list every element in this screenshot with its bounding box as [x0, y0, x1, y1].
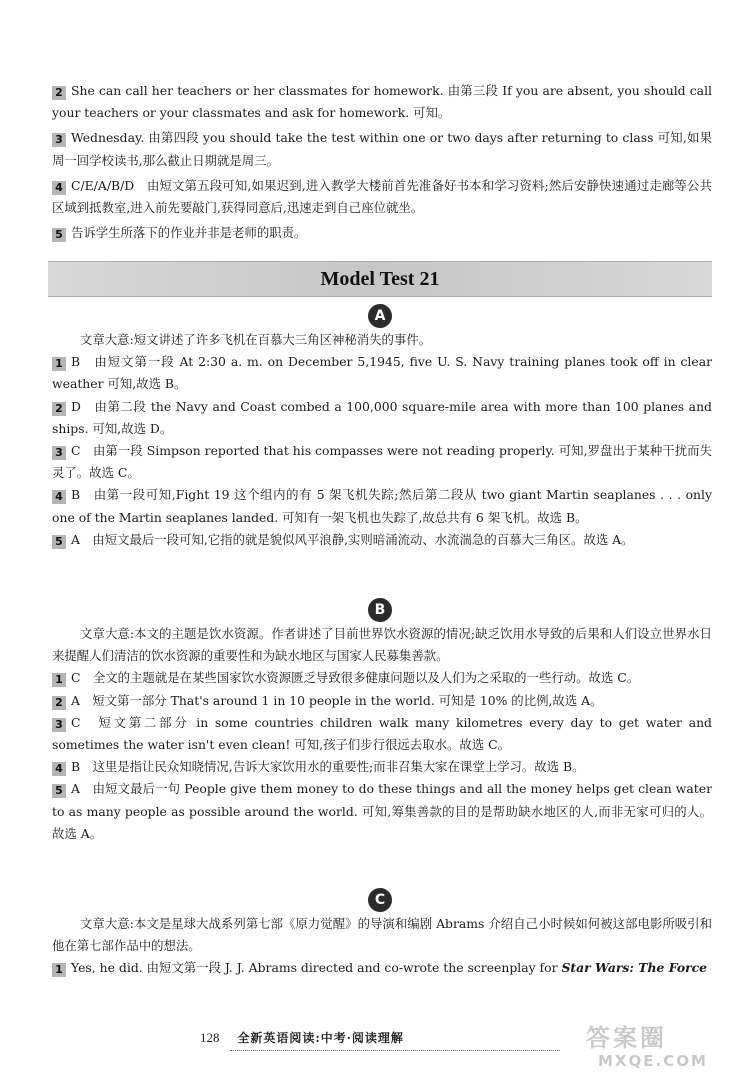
answer-item [52, 957, 712, 979]
answer-item [52, 756, 712, 778]
answer-number: 1 [52, 673, 66, 687]
section-c [52, 913, 712, 980]
answer-number: 2 [52, 696, 66, 710]
answer-item [52, 175, 712, 219]
answer-text: B 这里是指让民众知晓情况,告诉大家饮用水的重要性;而非召集大家在课堂上学习。故选 B。 [71, 759, 585, 775]
answer-item [52, 351, 712, 395]
answer-text: Wednesday. 由第四段 you should take the test within one or two days after returning to class 可知,如果周一回学校读书,那么截止日期就是周三。 [52, 130, 712, 168]
section-banner [48, 261, 712, 297]
answer-text: C 由第一段 Simpson reported that his compasses were not reading properly. 可知,罗盘出于某种干扰而失灵了。故选 C。 [52, 443, 712, 481]
answer-text: C 短文第二部分 in some countries children walk many kilometres every day to get water and sometimes the water isn't even clean! 可知,孩子们步行很远去取水。故选 C。 [52, 714, 712, 753]
answer-text: B 由短文第一段 At 2:30 a. m. on December 5,1945, five U. S. Navy training planes took off in clear weather 可知,故选 B。 [52, 354, 712, 392]
footer-divider [230, 1050, 560, 1051]
answer-number: 1 [52, 357, 66, 371]
page-number: 128 [200, 1030, 220, 1045]
answer-number: 4 [52, 490, 66, 504]
answer-number: 3 [52, 718, 66, 732]
answer-text: 告诉学生所落下的作业并非是老师的职责。 [71, 225, 307, 241]
answer-number: 2 [52, 86, 66, 100]
answer-number: 3 [52, 133, 66, 147]
watermark-text: 答案圈 [586, 1024, 667, 1052]
answer-text: A 短文第一部分 That's around 1 in 10 people in the world. 可知是 10% 的比例,故选 A。 [71, 692, 603, 708]
section-b [52, 623, 712, 845]
answer-text: A 由短文最后一句 People give them money to do these things and all the money helps get clean water to as many people as possible around the world. 可知,筹集善款的目的是帮助缺水地区的人,而非无家可归的人。故选 A。 [52, 781, 712, 841]
movie-title: Star Wars: The Force [561, 960, 708, 976]
answer-item [52, 80, 712, 124]
section-title: Model Test 21 [320, 268, 440, 290]
answer-item [52, 667, 712, 689]
answer-item [52, 222, 712, 244]
answer-item [52, 484, 712, 528]
section-a-summary: 文章大意:短文讲述了许多飞机在百慕大三角区神秘消失的事件。 [80, 332, 432, 347]
answer-item [52, 712, 712, 756]
answer-text: She can call her teachers or her classmates for homework. 由第三段 If you are absent, you should call your teachers or your classmates and ask for homework. 可知。 [52, 83, 712, 121]
answer-text: C 全文的主题就是在某些国家饮水资源匮乏导致很多健康问题以及人们为之采取的一些行动。故选 C。 [71, 670, 640, 686]
answer-text: B 由第一段可知,Fight 19 这个组内的有 5 架飞机失踪;然后第二段从 two giant Martin seaplanes . . . only one of the Martin seaplanes landed. 可知有一架飞机也失踪了,故总共有 6 架飞机。故选 B。 [52, 487, 712, 525]
answer-number: 2 [52, 402, 66, 416]
answer-text: D 由第二段 the Navy and Coast combed a 100,000 square-mile area with more than 100 planes and ships. 可知,故选 D。 [52, 398, 712, 436]
answer-number: 5 [52, 535, 66, 549]
section-c-summary: 文章大意:本文是星球大战系列第七部《原力觉醒》的导演和编剧 Abrams 介绍自己小时候如何被这部电影所吸引和他在第七部作品中的想法。 [52, 916, 712, 954]
answer-text: C/E/A/B/D 由短文第五段可知,如果迟到,进入教学大楼前首先准备好书本和学习资料;然后安静快速通过走廊等公共区域到抵教室,进入前先要敲门,获得同意后,迅速走到自己座位就坐。 [52, 177, 712, 216]
answer-item [52, 396, 712, 440]
answer-number: 1 [52, 963, 66, 977]
answer-item [52, 440, 712, 484]
answer-number: 5 [52, 784, 66, 798]
answer-item [52, 690, 712, 712]
section-c-badge: C [368, 888, 392, 912]
section-a-badge: A [368, 304, 392, 328]
book-title: 全新英语阅读:中考·阅读理解 [237, 1031, 404, 1045]
top-answers [52, 80, 712, 244]
section-b-summary: 文章大意:本文的主题是饮水资源。作者讲述了目前世界饮水资源的情况;缺乏饮用水导致的后果和人们设立世界水日来提醒人们清洁的饮水资源的重要性和为缺水地区与国家人民募集善款。 [52, 626, 712, 664]
answer-item [52, 778, 712, 845]
answer-number: 5 [52, 228, 66, 242]
watermark-logo [578, 1018, 728, 1076]
answer-text: Yes, he did. 由短文第一段 J. J. Abrams directed and co-wrote the screenplay for [71, 960, 562, 976]
answer-item [52, 529, 712, 551]
answer-number: 4 [52, 762, 66, 776]
section-a [52, 329, 712, 551]
answer-number: 3 [52, 446, 66, 460]
answer-item [52, 127, 712, 171]
watermark-url: MXQE.COM [598, 1052, 708, 1070]
answer-text: A 由短文最后一段可知,它指的就是貌似风平浪静,实则暗涌流动、水流湍急的百慕大三角区。故选 A。 [71, 531, 634, 547]
answer-number: 4 [52, 181, 66, 195]
section-b-badge: B [368, 598, 392, 622]
